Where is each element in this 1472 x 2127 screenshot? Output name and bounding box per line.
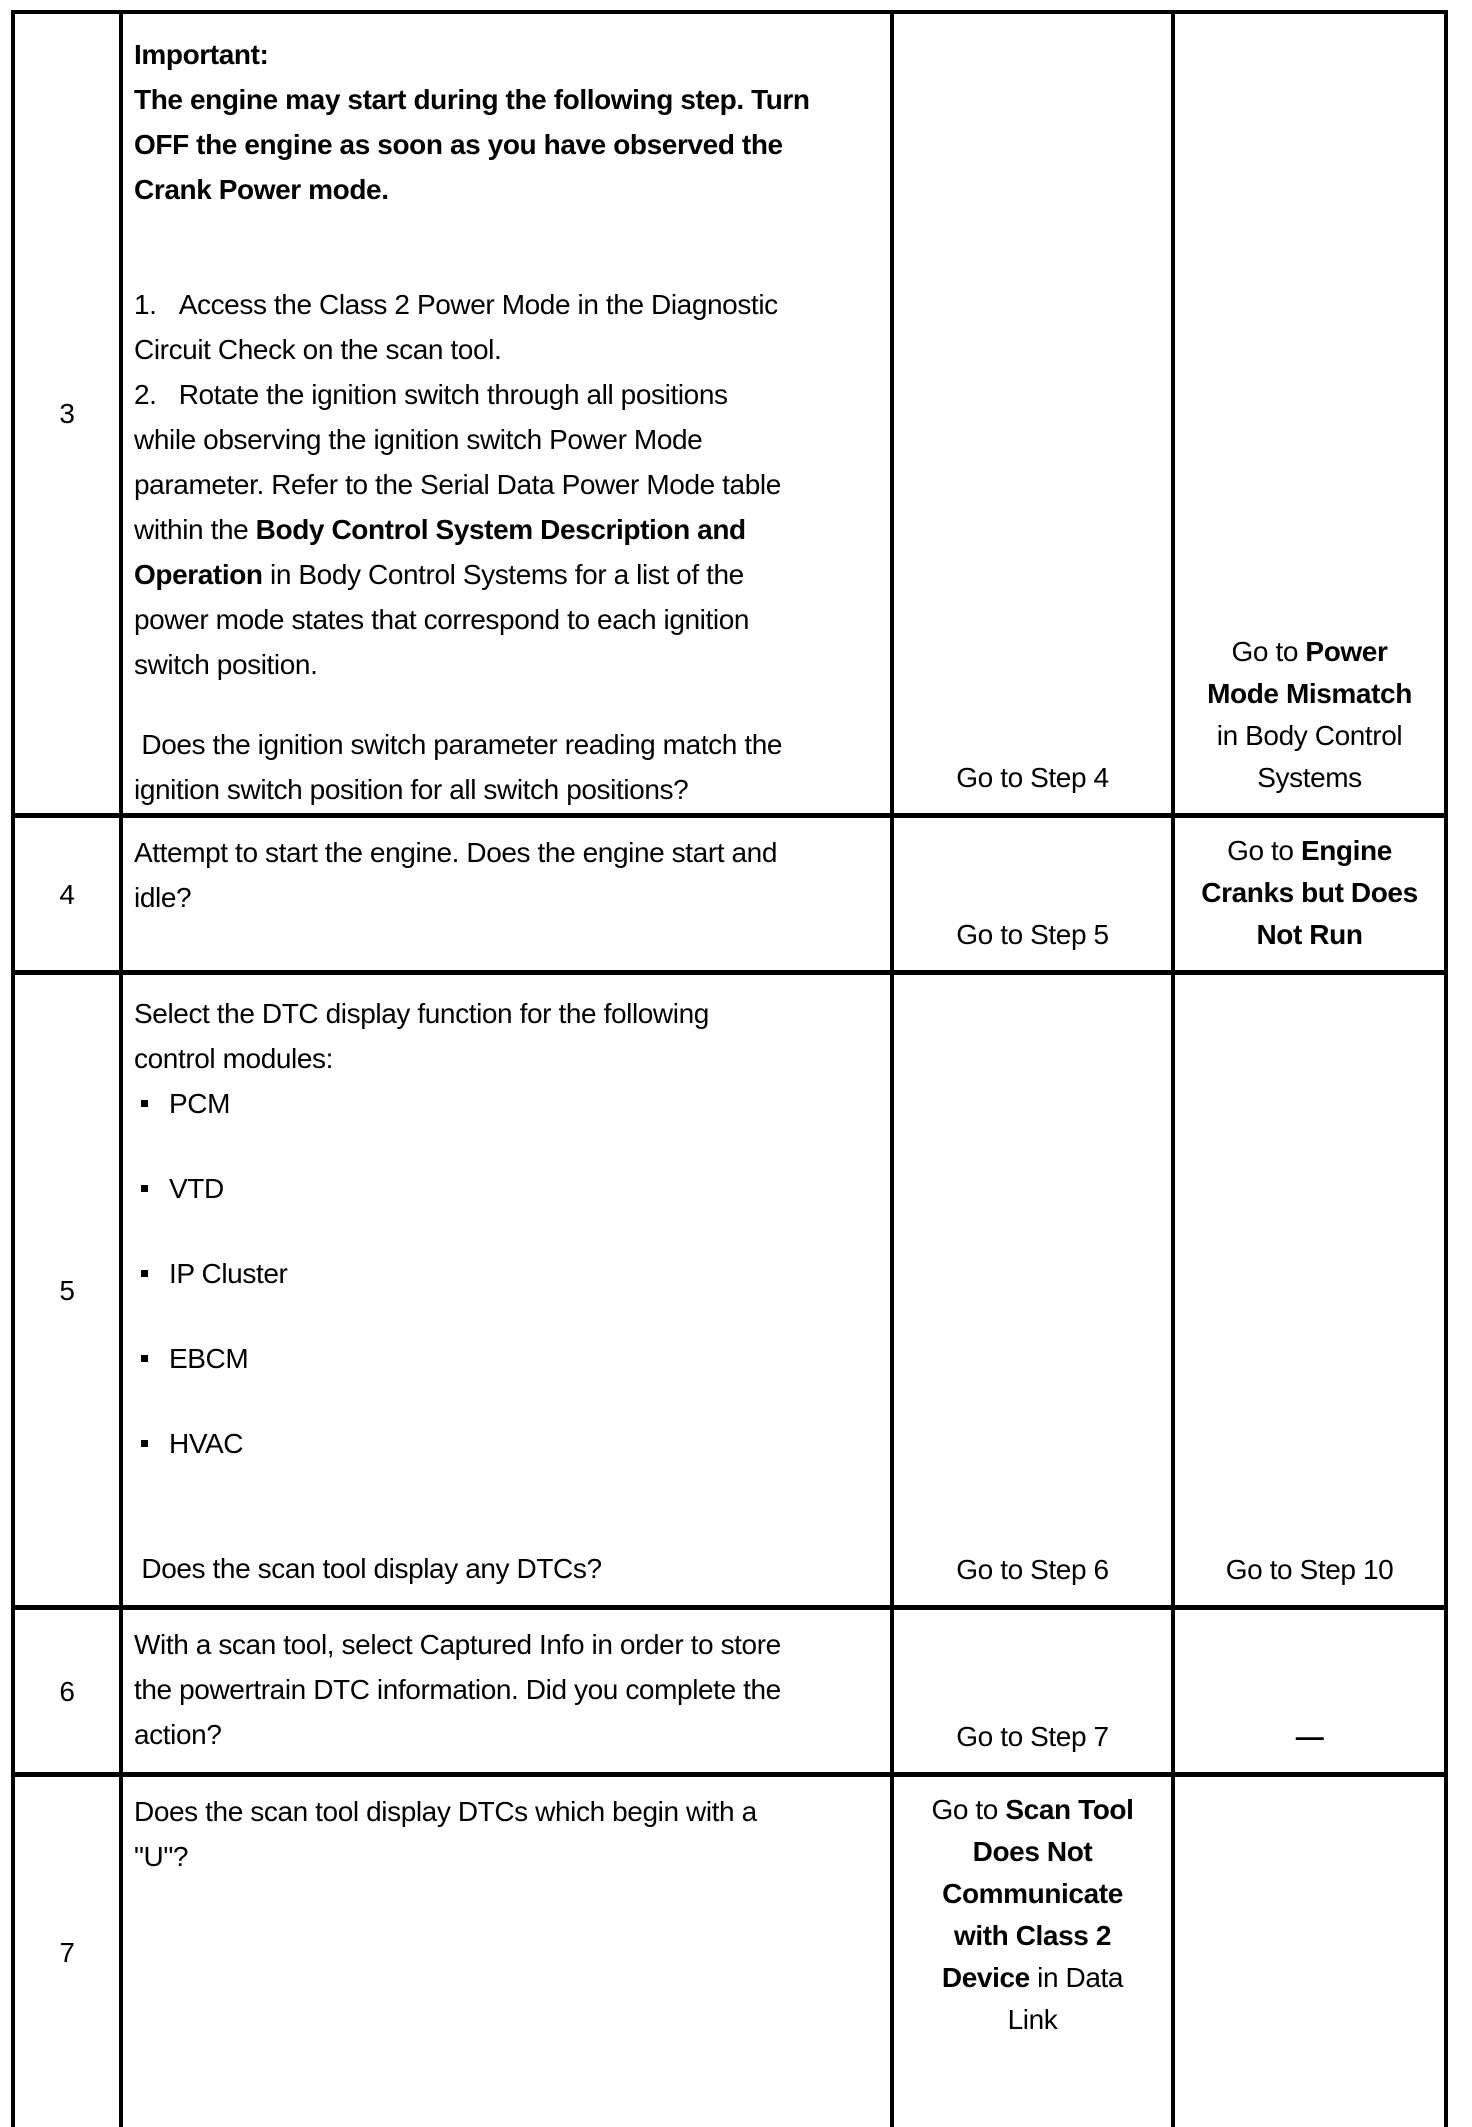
text: in Body Control Systems for a list of the (262, 559, 744, 590)
goto-text-line (1217, 715, 1402, 757)
paragraph (134, 1622, 876, 1757)
text: Systems (1257, 762, 1362, 793)
text-line: Does the scan tool display any DTCs? (134, 1553, 602, 1584)
goto-text-line: Go to Step 5 (956, 919, 1109, 950)
step-number: 4 (59, 878, 75, 910)
goto-text-line: Go to Step 7 (956, 1721, 1109, 1752)
yes-result-cell (890, 1610, 1171, 1772)
text: within the (134, 514, 256, 545)
table-row-step-3 (15, 14, 1444, 818)
text-line: parameter. Refer to the Serial Data Power Mode table (134, 469, 781, 500)
goto-text-line: Go to Step 10 (1225, 1554, 1394, 1585)
text-line: 1. Access the Class 2 Power Mode in the Diagnostic (134, 289, 778, 320)
bold-text: Device (941, 1962, 1030, 1993)
action-cell (119, 818, 890, 970)
action-cell (119, 975, 890, 1605)
step-number: 7 (59, 1936, 75, 1968)
text: in Data (1029, 1962, 1124, 1993)
goto-text-line (1227, 830, 1392, 872)
goto-text-line (1256, 914, 1362, 956)
text-line: action? (134, 1719, 222, 1750)
paragraph (134, 991, 876, 1081)
no-result-cell (1171, 975, 1444, 1605)
step-cell (15, 1777, 119, 2127)
text-line: ignition switch position for all switch positions? (134, 774, 689, 805)
yes-result-cell (890, 975, 1171, 1605)
text-line: With a scan tool, select Captured Info in order to store (134, 1629, 781, 1660)
text-line: while observing the ignition switch Power Mode (134, 424, 703, 455)
diagnostic-table (11, 10, 1448, 2127)
no-result-cell (1171, 818, 1444, 970)
bold-text: Not Run (1256, 919, 1363, 950)
no-result-cell (1171, 14, 1444, 813)
step-cell (15, 1610, 119, 1772)
text-line: power mode states that correspond to each ignition (134, 604, 750, 635)
table-row-step-6 (15, 1610, 1444, 1777)
bold-text: Mode Mismatch (1207, 678, 1412, 709)
bold-text: with Class 2 (953, 1920, 1112, 1951)
no-result-cell (1171, 1610, 1444, 1772)
text-line: "U"? (134, 1841, 189, 1872)
bullet-item: IP Cluster (134, 1251, 876, 1296)
spacer (134, 687, 876, 722)
bold-text: Scan Tool (1005, 1794, 1134, 1825)
goto-text-line: Go to Step 4 (956, 762, 1109, 793)
text-line: Crank Power mode. (134, 174, 389, 205)
goto-text-line (942, 1957, 1123, 1999)
paragraph (134, 722, 876, 812)
table-row-step-5 (15, 975, 1444, 1610)
goto-text-line (1296, 1716, 1324, 1758)
yes-result-cell (890, 818, 1171, 970)
text: Link (1007, 2004, 1058, 2035)
text-line: idle? (134, 882, 192, 913)
bullet-item: EBCM (134, 1336, 876, 1381)
step-cell (15, 14, 119, 813)
step-number: 5 (59, 1274, 75, 1306)
paragraph (134, 282, 876, 687)
goto-text-line: Go to Step 6 (956, 1554, 1109, 1585)
bold-text: Does Not (972, 1836, 1093, 1867)
text: in Body Control (1216, 720, 1403, 751)
paragraph (134, 1789, 876, 1879)
spacer (134, 1466, 876, 1546)
text-line: Circuit Check on the scan tool. (134, 334, 502, 365)
goto-text-line (1207, 673, 1412, 715)
bold-text: Communicate (942, 1878, 1123, 1909)
bullet-item: PCM (134, 1081, 876, 1126)
action-cell (119, 1610, 890, 1772)
text-line: control modules: (134, 1043, 334, 1074)
bold-text: Operation (134, 559, 263, 590)
yes-result-cell (890, 1777, 1171, 2127)
text-line: switch position. (134, 649, 318, 680)
yes-result-cell (890, 14, 1171, 813)
text-line: Attempt to start the engine. Does the engine start and (134, 837, 778, 868)
text-line: 2. Rotate the ignition switch through all positions (134, 379, 728, 410)
text: Go to (931, 1794, 1006, 1825)
text: Go to (1231, 636, 1306, 667)
step-number: 6 (59, 1675, 75, 1707)
step-number: 3 (59, 398, 75, 429)
text-line: Important: (134, 39, 269, 70)
text-line: The engine may start during the following step. Turn (134, 84, 810, 115)
goto-text-line (942, 1873, 1123, 1915)
bold-text: Engine (1300, 835, 1392, 866)
no-result-cell (1171, 1777, 1444, 2127)
paragraph (134, 830, 876, 920)
action-cell (119, 1777, 890, 2127)
action-cell (119, 14, 890, 813)
goto-text-line (1008, 1999, 1058, 2041)
step-cell (15, 818, 119, 970)
bold-text: Cranks but Does (1201, 877, 1418, 908)
text-line (134, 552, 876, 597)
paragraph (134, 32, 876, 212)
paragraph (134, 1546, 876, 1591)
spacer (134, 212, 876, 282)
text-line: OFF the engine as soon as you have observed the (134, 129, 783, 160)
text-line: Select the DTC display function for the following (134, 998, 709, 1029)
bold-text: Body Control System Description and (255, 514, 746, 545)
goto-text-line (932, 1789, 1134, 1831)
text: Go to (1227, 835, 1301, 866)
goto-text-line (973, 1831, 1093, 1873)
bullet-item: VTD (134, 1166, 876, 1211)
text-line (134, 507, 876, 552)
text-line: Does the ignition switch parameter reading match the (134, 729, 783, 760)
bullet-item: HVAC (134, 1421, 876, 1466)
bullet-list (134, 1081, 876, 1466)
bold-text: Power (1305, 636, 1388, 667)
goto-text-line (1232, 631, 1388, 673)
goto-text-line (1201, 872, 1418, 914)
goto-text-line (1257, 757, 1362, 799)
step-cell (15, 975, 119, 1605)
goto-text-line (954, 1915, 1111, 1957)
table-row-step-7 (15, 1777, 1444, 2127)
table-row-step-4 (15, 818, 1444, 975)
text-line: Does the scan tool display DTCs which begin with a (134, 1796, 757, 1827)
text-line: the powertrain DTC information. Did you complete the (134, 1674, 781, 1705)
bold-text: — (1295, 1721, 1324, 1752)
